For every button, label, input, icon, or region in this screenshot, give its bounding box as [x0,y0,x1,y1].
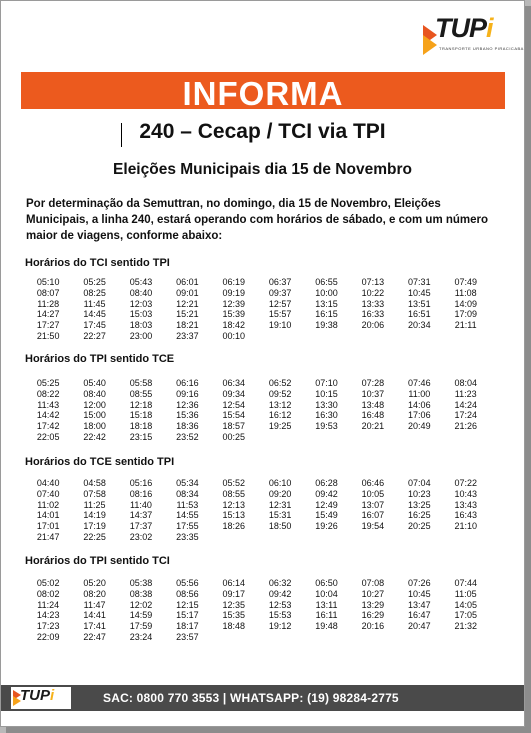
schedule-time: 09:52 [268,388,292,399]
schedule-time: 17:01 [36,521,60,532]
schedule-time: 12:57 [268,298,292,309]
schedule-time: 18:17 [176,621,199,632]
schedule-time: 15:03 [129,309,153,320]
schedule-time: 08:22 [36,388,60,399]
schedule-time: 19:48 [315,621,338,632]
page-subtitle: Eleições Municipais dia 15 de Novembro [113,161,412,178]
schedule-time: 17:19 [83,521,106,532]
schedule-time: 20:21 [361,421,385,432]
schedule-time: 06:32 [268,578,292,588]
section-title: Horários do TCE sentido TPI [25,456,175,468]
schedule-time: 06:55 [315,277,338,287]
schedule-time: 21:32 [454,621,477,632]
schedule-time: 12:54 [222,399,246,410]
schedule-time: 13:51 [408,298,431,309]
schedule-time: 16:51 [408,309,431,320]
schedule-time: 00:25 [222,431,246,442]
schedule-time: 06:37 [268,277,292,287]
schedule-time: 15:00 [83,410,106,421]
schedule-time: 18:21 [176,320,199,331]
schedule-time: 08:02 [36,588,60,599]
schedule-time: 13:12 [268,399,292,410]
schedule-time: 11:43 [37,399,60,410]
schedule-time: 15:18 [129,410,153,421]
schedule-time: 11:24 [37,599,60,610]
schedule-time: 20:47 [408,621,431,632]
schedule-time: 16:07 [361,510,385,521]
schedule-time: 08:56 [176,588,199,599]
schedule-time: 19:54 [361,521,385,532]
schedule-time: 07:13 [361,277,385,287]
schedule-time: 15:39 [222,309,246,320]
schedule-time: 15:36 [176,410,199,421]
schedule-time: 11:23 [454,388,477,399]
schedule-time: 23:24 [129,631,153,642]
schedule-time: 13:15 [315,298,338,309]
schedule-time: 14:06 [408,399,431,410]
schedule-time: 08:40 [129,287,153,298]
schedule-time: 12:00 [83,399,106,410]
schedule-time: 06:28 [315,478,338,488]
schedule-time: 05:43 [129,277,153,287]
schedule-time: 07:08 [361,578,385,588]
schedule-time: 09:19 [222,287,246,298]
schedule-time: 10:43 [454,488,477,499]
schedule-time: 09:42 [315,488,338,499]
schedule-time: 08:20 [83,588,106,599]
schedule-time: 06:52 [268,378,292,388]
schedule-time: 18:57 [222,421,246,432]
schedule-time: 17:24 [454,410,477,421]
schedule-time: 18:50 [268,521,292,532]
schedule-time: 17:59 [129,621,153,632]
schedule-time: 14:19 [83,510,106,521]
schedule-time: 11:02 [37,499,60,510]
schedule-time: 13:11 [315,599,338,610]
schedule-time: 12:53 [268,599,292,610]
schedule-time: 23:02 [129,531,153,542]
schedule-time: 15:13 [222,510,246,521]
schedule-time: 19:12 [268,621,292,632]
schedule-time: 20:06 [361,320,385,331]
schedule-time: 13:30 [315,399,338,410]
schedule-time: 09:01 [176,287,199,298]
schedule-time: 06:34 [222,378,246,388]
schedule-time: 07:22 [454,478,477,488]
schedule-time: 11:47 [83,599,106,610]
schedule-grid [25,578,489,643]
section-title: Horários do TCI sentido TPI [25,257,170,269]
section-title: Horários do TPI sentido TCI [25,555,170,567]
schedule-time: 10:45 [408,588,431,599]
schedule-time: 19:38 [315,320,338,331]
schedule-time: 21:11 [454,320,477,331]
schedule-time: 11:28 [37,298,60,309]
schedule-time: 12:35 [222,599,246,610]
schedule-time: 05:58 [129,378,153,388]
schedule-time: 15:54 [222,410,246,421]
schedule-time: 14:55 [176,510,199,521]
schedule-time: 14:23 [36,610,60,621]
schedule-time: 08:04 [454,378,477,388]
schedule-time: 12:39 [222,298,246,309]
schedule-time: 14:01 [36,510,60,521]
page-title: 240 – Cecap / TCI via TPI [139,120,386,143]
schedule-time: 17:55 [176,521,199,532]
schedule-time: 17:05 [454,610,477,621]
schedule-time: 20:16 [361,621,385,632]
schedule-time: 09:37 [268,287,292,298]
schedule-time: 23:52 [176,431,199,442]
schedule-time: 23:57 [176,631,199,642]
schedule-time: 10:04 [315,588,338,599]
schedule-time: 14:27 [36,309,60,320]
schedule-time: 23:00 [129,330,153,341]
schedule-time: 08:55 [222,488,246,499]
schedule-time: 21:47 [36,531,60,542]
footer-logo-wordmark: TUPi [20,687,55,704]
schedule-time: 20:25 [408,521,431,532]
schedule-time: 13:33 [361,298,385,309]
schedule-time: 19:10 [268,320,292,331]
schedule-time: 12:31 [268,499,292,510]
schedule-time: 07:58 [83,488,106,499]
schedule-time: 12:18 [129,399,153,410]
schedule-time: 19:53 [315,421,338,432]
schedule-time: 14:05 [454,599,477,610]
schedule-time: 17:41 [83,621,106,632]
schedule-time: 20:34 [408,320,431,331]
schedule-time: 06:01 [176,277,199,287]
schedule-time: 23:37 [176,330,199,341]
schedule-time: 17:06 [408,410,431,421]
section-title: Horários do TPI sentido TCE [25,353,175,365]
schedule-time: 07:40 [36,488,60,499]
schedule-time: 22:09 [36,631,60,642]
schedule-time: 06:10 [268,478,292,488]
schedule-time: 14:42 [36,410,60,421]
schedule-time: 17:37 [129,521,153,532]
schedule-time: 16:12 [268,410,292,421]
schedule-time: 11:53 [176,499,199,510]
page-shadow-right [525,6,531,733]
schedule-time: 08:16 [129,488,153,499]
schedule-time: 07:26 [408,578,431,588]
schedule-time: 22:47 [83,631,106,642]
schedule-time: 16:30 [315,410,338,421]
schedule-time: 11:25 [83,499,106,510]
schedule-time: 05:52 [222,478,246,488]
schedule-time: 09:16 [176,388,199,399]
schedule-time: 15:49 [315,510,338,521]
schedule-grid [25,277,489,342]
schedule-time: 21:26 [454,421,477,432]
schedule-time: 05:16 [129,478,153,488]
schedule-time: 23:15 [129,431,153,442]
schedule-time: 14:09 [454,298,477,309]
schedule-time: 16:11 [315,610,338,621]
schedule-time: 22:05 [36,431,60,442]
schedule-time: 18:03 [129,320,153,331]
schedule-time: 17:42 [36,421,60,432]
schedule-time: 19:26 [315,521,338,532]
schedule-time: 11:08 [454,287,477,298]
schedule-grid [25,478,489,543]
schedule-time: 17:23 [36,621,60,632]
schedule-time: 18:42 [222,320,246,331]
footer-bar [1,685,524,711]
schedule-time: 16:29 [361,610,385,621]
schedule-time: 05:56 [176,578,199,588]
schedule-time: 21:10 [454,521,477,532]
schedule-time: 14:59 [129,610,153,621]
schedule-time: 11:05 [454,588,477,599]
schedule-time: 07:28 [361,378,385,388]
schedule-time: 14:45 [83,309,106,320]
schedule-time: 10:15 [315,388,338,399]
schedule-time: 10:05 [361,488,385,499]
schedule-time: 05:40 [83,378,106,388]
schedule-time: 10:23 [408,488,431,499]
schedule-time: 17:45 [83,320,106,331]
schedule-time: 14:24 [454,399,477,410]
schedule-time: 16:15 [315,309,338,320]
page-shadow-bottom [6,727,531,733]
schedule-time: 08:40 [83,388,106,399]
schedule-time: 06:16 [176,378,199,388]
schedule-time: 05:10 [36,277,60,287]
schedule-time: 13:47 [408,599,431,610]
schedule-time: 22:25 [83,531,106,542]
schedule-time: 15:35 [222,610,246,621]
schedule-time: 18:48 [222,621,246,632]
schedule-time: 10:22 [361,287,385,298]
schedule-time: 06:14 [222,578,246,588]
schedule-time: 20:49 [408,421,431,432]
schedule-time: 08:25 [83,287,106,298]
banner-text: INFORMA [182,75,344,112]
schedule-time: 10:45 [408,287,431,298]
schedule-time: 23:35 [176,531,199,542]
schedule-time: 09:20 [268,488,292,499]
schedule-time: 18:36 [176,421,199,432]
schedule-time: 10:00 [315,287,338,298]
schedule-time: 18:00 [83,421,106,432]
schedule-time: 13:48 [361,399,385,410]
schedule-time: 21:50 [36,330,60,341]
schedule-time: 18:26 [222,521,246,532]
schedule-time: 06:50 [315,578,338,588]
schedule-time: 08:07 [36,287,60,298]
schedule-time: 13:43 [454,499,477,510]
informa-banner [21,72,505,112]
schedule-time: 07:44 [454,578,477,588]
footer-logo [11,687,71,709]
schedule-time: 09:17 [222,588,246,599]
schedule-time: 08:34 [176,488,199,499]
logo-tagline: TRANSPORTE URBANO PIRACICABA [439,46,524,51]
schedule-time: 13:25 [408,499,431,510]
schedule-time: 15:17 [176,610,199,621]
schedule-time: 07:04 [408,478,431,488]
schedule-time: 05:34 [176,478,199,488]
schedule-time: 14:37 [129,510,153,521]
logo-wordmark: TUPi [435,13,493,43]
schedule-time: 05:25 [83,277,106,287]
schedule-time: 16:25 [408,510,431,521]
schedule-time: 07:46 [408,378,431,388]
schedule-time: 05:25 [36,378,60,388]
schedule-time: 06:19 [222,277,246,287]
schedule-time: 17:09 [454,309,477,320]
schedule-time: 13:07 [361,499,385,510]
schedule-time: 05:20 [83,578,106,588]
schedule-grid [25,378,489,443]
schedule-time: 12:21 [176,298,199,309]
schedule-time: 11:40 [130,499,152,510]
schedule-time: 16:48 [361,410,385,421]
schedule-time: 15:21 [176,309,199,320]
schedule-time: 07:10 [315,378,338,388]
schedule-time: 05:02 [36,578,60,588]
schedule-time: 11:00 [408,388,431,399]
schedule-time: 08:38 [129,588,153,599]
schedule-time: 09:34 [222,388,246,399]
schedule-time: 16:47 [408,610,431,621]
schedule-time: 10:37 [361,388,385,399]
schedule-time: 13:29 [361,599,385,610]
schedule-time: 15:57 [268,309,292,320]
schedule-time: 00:10 [222,330,246,341]
schedule-time: 16:33 [361,309,385,320]
schedule-time: 16:43 [454,510,477,521]
schedule-time: 15:31 [268,510,292,521]
schedule-time: 11:45 [83,298,106,309]
schedule-time: 06:46 [361,478,385,488]
schedule-time: 12:02 [129,599,153,610]
schedule-time: 12:13 [222,499,246,510]
schedule-time: 04:58 [83,478,106,488]
schedule-time: 07:49 [454,277,477,287]
schedule-time: 14:41 [83,610,106,621]
schedule-time: 15:53 [268,610,292,621]
schedule-time: 22:42 [83,431,106,442]
schedule-time: 17:27 [36,320,60,331]
schedule-time: 10:27 [361,588,385,599]
schedule-time: 19:25 [268,421,292,432]
schedule-time: 07:31 [408,277,431,287]
tupi-logo [421,13,524,57]
schedule-time: 22:27 [83,330,106,341]
schedule-time: 09:42 [268,588,292,599]
schedule-time: 12:49 [315,499,338,510]
schedule-time: 12:36 [176,399,199,410]
schedule-time: 12:15 [176,599,199,610]
schedule-time: 04:40 [36,478,60,488]
schedule-time: 05:38 [129,578,153,588]
schedule-time: 12:03 [129,298,153,309]
footer-contact: SAC: 0800 770 3553 | WHATSAPP: (19) 98284-2775 [103,691,399,705]
intro-paragraph: Por determinação da Semuttran, no domingo, dia 15 de Novembro, Eleições Municipais, a linha 240, estará operando com horários de sábado, e com um número maior de viagens, conforme abaixo: [26,198,489,242]
schedule-time: 18:18 [129,421,153,432]
schedule-time: 08:55 [129,388,153,399]
